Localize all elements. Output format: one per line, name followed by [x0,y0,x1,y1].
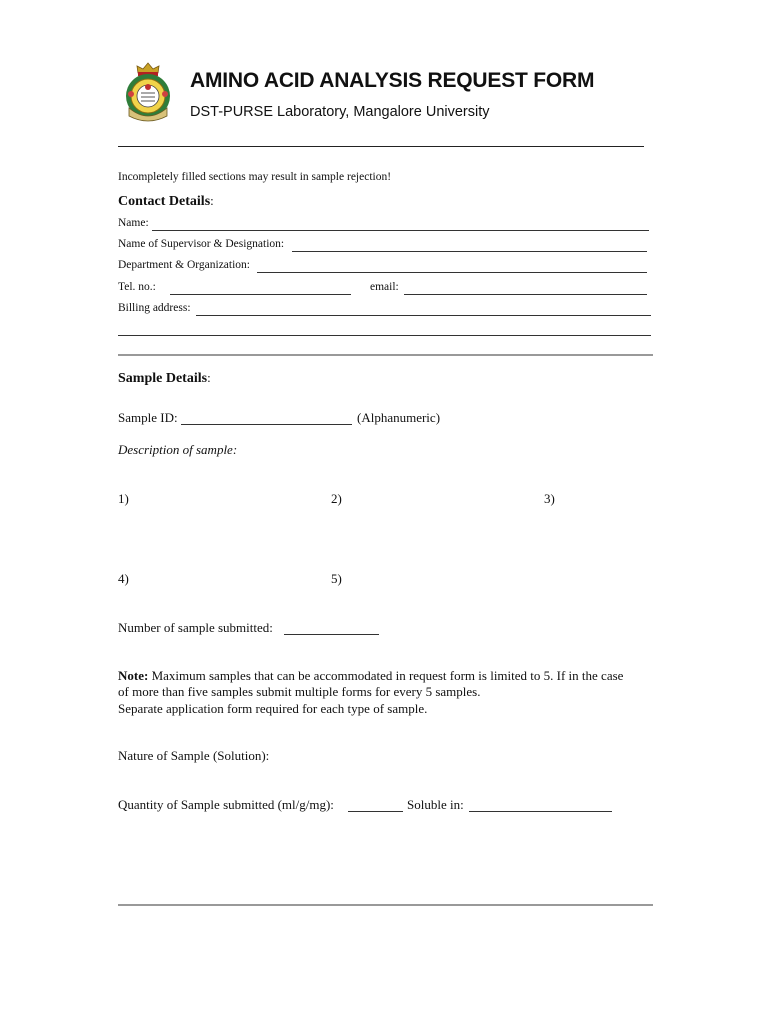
form-title: AMINO ACID ANALYSIS REQUEST FORM [190,69,595,92]
note-line-1 [118,668,623,684]
sample-heading-colon: : [207,370,211,385]
note-line-3: Separate application form required for each type of sample. [118,701,428,716]
bottom-divider [118,904,653,906]
tel-label: Tel. no.: [118,281,156,293]
form-subtitle: DST-PURSE Laboratory, Mangalore University [190,104,490,120]
note-text-1: Maximum samples that can be accommodated in request form is limited to 5. If in the case [151,668,624,683]
supervisor-label: Name of Supervisor & Designation: [118,238,285,250]
nature-label: Nature of Sample (Solution): [118,748,270,763]
soluble-label: Soluble in: [407,797,464,812]
sample-item-4[interactable]: 4) [118,571,129,586]
contact-section-divider [118,354,653,356]
note-line-2: of more than five samples submit multiple forms for every 5 samples. [118,684,481,699]
sample-section-heading [118,369,211,387]
note-label: Note: [118,668,149,683]
quantity-field[interactable] [348,811,403,812]
university-emblem-icon [120,60,176,126]
contact-section-heading [118,192,214,210]
sample-item-5[interactable]: 5) [331,571,342,586]
billing-field[interactable] [196,315,651,316]
rejection-warning: Incompletely filled sections may result in sample rejection! [118,171,392,183]
sample-id-hint: (Alphanumeric) [357,410,441,425]
header-divider [118,146,644,147]
sample-id-field[interactable] [181,424,352,425]
billing-field-line-2[interactable] [118,335,651,336]
sample-count-field[interactable] [284,634,379,635]
department-field[interactable] [257,272,647,273]
contact-heading-text: Contact Details [118,194,211,209]
sample-id-label: Sample ID: [118,410,178,425]
email-field[interactable] [404,294,647,295]
sample-item-2[interactable]: 2) [331,491,342,506]
name-label: Name: [118,217,149,229]
name-field[interactable] [152,230,649,231]
sample-count-label: Number of sample submitted: [118,620,273,635]
quantity-label: Quantity of Sample submitted (ml/g/mg): [118,797,334,812]
sample-item-3[interactable]: 3) [544,491,555,506]
sample-item-1[interactable]: 1) [118,491,129,506]
email-label: email: [370,281,399,293]
supervisor-field[interactable] [292,251,647,252]
department-label: Department & Organization: [118,259,250,271]
soluble-field[interactable] [469,811,612,812]
billing-label: Billing address: [118,302,191,314]
tel-field[interactable] [170,294,351,295]
description-label: Description of sample: [118,442,238,457]
contact-heading-colon: : [210,193,214,208]
sample-heading-text: Sample Details [118,371,208,386]
